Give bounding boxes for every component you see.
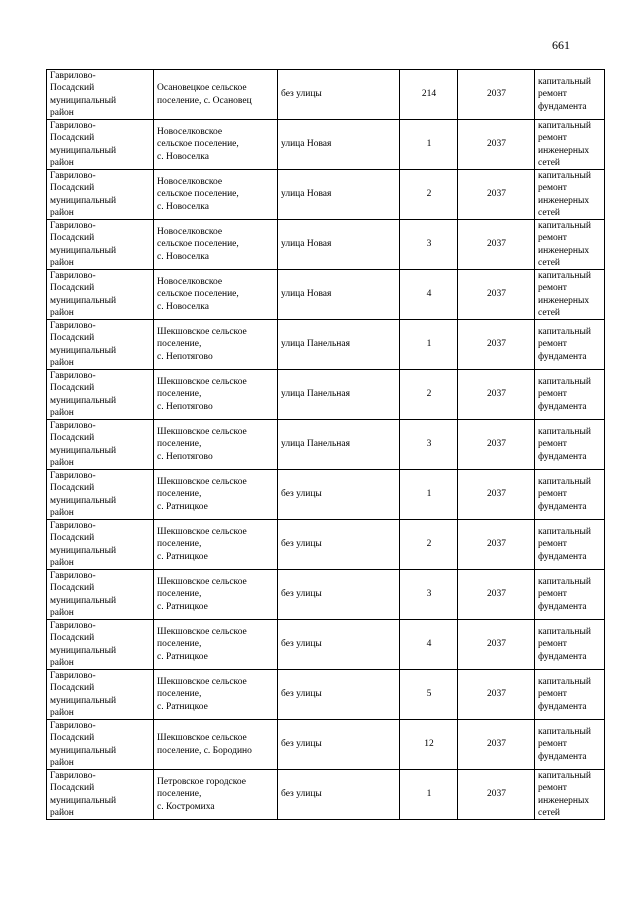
district-cell [47, 420, 154, 470]
settlement-cell-line: Осановецкое сельское [157, 83, 247, 94]
settlement-cell-line: сельское поселение, [157, 139, 239, 150]
district-cell-line: муниципальный [50, 95, 117, 106]
table-row [47, 670, 605, 720]
settlement-cell-line: с. Новоселка [157, 151, 209, 162]
work-type-cell-line: капитальный [538, 121, 591, 132]
settlement-cell-line: Шекшовское сельское [157, 477, 247, 488]
street-cell: улица Панельная [278, 370, 400, 420]
work-type-cell [535, 370, 605, 420]
house-number-cell: 2 [400, 170, 458, 220]
district-cell [47, 370, 154, 420]
work-type-cell-line: ремонт [538, 133, 567, 144]
work-type-cell-line: ремонт [538, 539, 567, 550]
settlement-cell [154, 70, 278, 120]
district-cell-line: Посадский [50, 733, 95, 744]
street-cell: улица Панельная [278, 320, 400, 370]
settlement-cell [154, 320, 278, 370]
district-cell-line: муниципальный [50, 445, 117, 456]
house-number-cell: 214 [400, 70, 458, 120]
settlement-cell-line: поселение, [157, 689, 202, 700]
work-type-cell [535, 70, 605, 120]
district-cell-line: район [50, 257, 74, 268]
work-type-cell [535, 270, 605, 320]
year-cell: 2037 [458, 670, 535, 720]
settlement-cell-line: с. Новоселка [157, 301, 209, 312]
district-cell-line: район [50, 807, 74, 818]
work-type-cell [535, 620, 605, 670]
year-cell: 2037 [458, 320, 535, 370]
work-type-cell-line: ремонт [538, 283, 567, 294]
housing-repair-table [46, 69, 605, 820]
settlement-cell-line: с. Ратницкое [157, 501, 208, 512]
year-cell: 2037 [458, 120, 535, 170]
year-cell: 2037 [458, 220, 535, 270]
work-type-cell [535, 220, 605, 270]
work-type-cell-line: капитальный [538, 727, 591, 738]
year-cell: 2037 [458, 570, 535, 620]
table-row [47, 320, 605, 370]
work-type-cell [535, 770, 605, 820]
district-cell-line: муниципальный [50, 495, 117, 506]
district-cell-line: муниципальный [50, 645, 117, 656]
work-type-cell [535, 670, 605, 720]
district-cell-line: Посадский [50, 383, 95, 394]
district-cell-line: Гаврилово- [50, 371, 96, 382]
settlement-cell-line: Новоселковское [157, 227, 223, 238]
table-row [47, 570, 605, 620]
district-cell-line: Гаврилово- [50, 171, 96, 182]
district-cell-line: Посадский [50, 533, 95, 544]
settlement-cell-line: Новоселковское [157, 277, 223, 288]
district-cell-line: муниципальный [50, 195, 117, 206]
work-type-cell-line: фундамента [538, 651, 587, 662]
district-cell-line: район [50, 107, 74, 118]
house-number-cell: 1 [400, 770, 458, 820]
settlement-cell-line: сельское поселение, [157, 289, 239, 300]
work-type-cell-line: инженерных [538, 195, 590, 206]
district-cell [47, 770, 154, 820]
work-type-cell-line: сетей [538, 207, 561, 218]
year-cell: 2037 [458, 770, 535, 820]
settlement-cell [154, 470, 278, 520]
work-type-cell-line: капитальный [538, 271, 591, 282]
settlement-cell-line: сельское поселение, [157, 189, 239, 200]
district-cell-line: Гаврилово- [50, 321, 96, 332]
table-row [47, 170, 605, 220]
district-cell-line: Гаврилово- [50, 471, 96, 482]
settlement-cell-line: Петровское городское [157, 777, 246, 788]
work-type-cell-line: фундамента [538, 501, 587, 512]
district-cell-line: район [50, 607, 74, 618]
work-type-cell-line: капитальный [538, 577, 591, 588]
work-type-cell-line: ремонт [538, 339, 567, 350]
settlement-cell-line: с. Ратницкое [157, 601, 208, 612]
settlement-cell [154, 770, 278, 820]
house-number-cell: 1 [400, 470, 458, 520]
district-cell [47, 70, 154, 120]
settlement-cell-line: с. Ратницкое [157, 651, 208, 662]
district-cell [47, 170, 154, 220]
street-cell: без улицы [278, 470, 400, 520]
district-cell-line: муниципальный [50, 545, 117, 556]
district-cell-line: Гаврилово- [50, 671, 96, 682]
table-row [47, 620, 605, 670]
work-type-cell-line: капитальный [538, 627, 591, 638]
year-cell: 2037 [458, 470, 535, 520]
district-cell-line: Посадский [50, 83, 95, 94]
settlement-cell-line: с. Костромиха [157, 801, 215, 812]
settlement-cell [154, 620, 278, 670]
settlement-cell-line: Шекшовское сельское [157, 427, 247, 438]
district-cell-line: Посадский [50, 283, 95, 294]
house-number-cell: 4 [400, 620, 458, 670]
house-number-cell: 4 [400, 270, 458, 320]
work-type-cell-line: ремонт [538, 783, 567, 794]
district-cell-line: район [50, 657, 74, 668]
district-cell-line: Посадский [50, 683, 95, 694]
house-number-cell: 12 [400, 720, 458, 770]
year-cell: 2037 [458, 170, 535, 220]
settlement-cell-line: Шекшовское сельское [157, 733, 247, 744]
street-cell: без улицы [278, 570, 400, 620]
house-number-cell: 3 [400, 570, 458, 620]
work-type-cell-line: фундамента [538, 401, 587, 412]
street-cell: без улицы [278, 520, 400, 570]
settlement-cell-line: с. Новоселка [157, 201, 209, 212]
work-type-cell-line: ремонт [538, 589, 567, 600]
district-cell-line: Посадский [50, 633, 95, 644]
work-type-cell [535, 720, 605, 770]
house-number-cell: 2 [400, 370, 458, 420]
settlement-cell [154, 420, 278, 470]
table-row [47, 370, 605, 420]
settlement-cell-line: с. Ратницкое [157, 701, 208, 712]
street-cell: без улицы [278, 620, 400, 670]
district-cell-line: район [50, 307, 74, 318]
year-cell: 2037 [458, 420, 535, 470]
settlement-cell-line: поселение, [157, 389, 202, 400]
district-cell-line: Гаврилово- [50, 271, 96, 282]
street-cell: улица Панельная [278, 420, 400, 470]
table-row [47, 470, 605, 520]
district-cell [47, 570, 154, 620]
street-cell: улица Новая [278, 220, 400, 270]
district-cell [47, 720, 154, 770]
table-row [47, 270, 605, 320]
settlement-cell [154, 670, 278, 720]
district-cell-line: Гаврилово- [50, 721, 96, 732]
year-cell: 2037 [458, 70, 535, 120]
work-type-cell-line: ремонт [538, 233, 567, 244]
work-type-cell-line: капитальный [538, 427, 591, 438]
settlement-cell-line: Шекшовское сельское [157, 577, 247, 588]
work-type-cell-line: ремонт [538, 389, 567, 400]
table-row [47, 70, 605, 120]
year-cell: 2037 [458, 370, 535, 420]
district-cell-line: муниципальный [50, 295, 117, 306]
work-type-cell-line: ремонт [538, 439, 567, 450]
work-type-cell [535, 170, 605, 220]
table-body [47, 70, 605, 820]
year-cell: 2037 [458, 270, 535, 320]
table-row [47, 720, 605, 770]
settlement-cell-line: с. Непотягово [157, 401, 213, 412]
settlement-cell-line: поселение, [157, 339, 202, 350]
house-number-cell: 5 [400, 670, 458, 720]
district-cell-line: муниципальный [50, 695, 117, 706]
settlement-cell [154, 520, 278, 570]
work-type-cell-line: сетей [538, 157, 561, 168]
settlement-cell-line: поселение, [157, 439, 202, 450]
settlement-cell-line: сельское поселение, [157, 239, 239, 250]
work-type-cell-line: ремонт [538, 739, 567, 750]
house-number-cell: 1 [400, 320, 458, 370]
page-number: 661 [552, 38, 570, 52]
work-type-cell-line: ремонт [538, 689, 567, 700]
work-type-cell-line: капитальный [538, 771, 591, 782]
district-cell-line: муниципальный [50, 245, 117, 256]
work-type-cell-line: фундамента [538, 551, 587, 562]
work-type-cell-line: инженерных [538, 245, 590, 256]
work-type-cell-line: инженерных [538, 145, 590, 156]
district-cell-line: Посадский [50, 233, 95, 244]
work-type-cell [535, 420, 605, 470]
settlement-cell-line: с. Ратницкое [157, 551, 208, 562]
street-cell: улица Новая [278, 270, 400, 320]
district-cell-line: Гаврилово- [50, 121, 96, 132]
district-cell [47, 120, 154, 170]
work-type-cell-line: капитальный [538, 677, 591, 688]
district-cell-line: Гаврилово- [50, 421, 96, 432]
work-type-cell-line: инженерных [538, 295, 590, 306]
table-row [47, 220, 605, 270]
district-cell [47, 470, 154, 520]
settlement-cell-line: с. Непотягово [157, 451, 213, 462]
district-cell-line: район [50, 707, 74, 718]
district-cell-line: муниципальный [50, 145, 117, 156]
district-cell-line: муниципальный [50, 795, 117, 806]
district-cell [47, 320, 154, 370]
work-type-cell-line: капитальный [538, 77, 591, 88]
district-cell-line: муниципальный [50, 595, 117, 606]
district-cell-line: Посадский [50, 333, 95, 344]
district-cell-line: район [50, 457, 74, 468]
work-type-cell-line: капитальный [538, 377, 591, 388]
settlement-cell [154, 720, 278, 770]
district-cell-line: Гаврилово- [50, 621, 96, 632]
work-type-cell-line: инженерных [538, 795, 590, 806]
settlement-cell-line: Новоселковское [157, 127, 223, 138]
district-cell-line: район [50, 557, 74, 568]
district-cell-line: район [50, 157, 74, 168]
district-cell-line: район [50, 357, 74, 368]
district-cell-line: Гаврилово- [50, 71, 96, 82]
settlement-cell [154, 570, 278, 620]
settlement-cell-line: поселение, [157, 639, 202, 650]
work-type-cell-line: фундамента [538, 101, 587, 112]
work-type-cell-line: фундамента [538, 351, 587, 362]
district-cell [47, 670, 154, 720]
settlement-cell-line: Шекшовское сельское [157, 527, 247, 538]
settlement-cell-line: Шекшовское сельское [157, 627, 247, 638]
work-type-cell-line: сетей [538, 257, 561, 268]
work-type-cell [535, 320, 605, 370]
district-cell-line: Гаврилово- [50, 771, 96, 782]
work-type-cell-line: ремонт [538, 89, 567, 100]
district-cell [47, 520, 154, 570]
work-type-cell [535, 570, 605, 620]
settlement-cell [154, 220, 278, 270]
street-cell: без улицы [278, 720, 400, 770]
district-cell-line: Посадский [50, 783, 95, 794]
settlement-cell-line: поселение, с. Осановец [157, 95, 252, 106]
table-row [47, 420, 605, 470]
settlement-cell-line: Новоселковское [157, 177, 223, 188]
work-type-cell [535, 120, 605, 170]
settlement-cell [154, 370, 278, 420]
year-cell: 2037 [458, 620, 535, 670]
district-cell [47, 620, 154, 670]
work-type-cell-line: капитальный [538, 171, 591, 182]
district-cell [47, 270, 154, 320]
street-cell: без улицы [278, 770, 400, 820]
settlement-cell-line: Шекшовское сельское [157, 327, 247, 338]
work-type-cell-line: фундамента [538, 451, 587, 462]
district-cell-line: район [50, 207, 74, 218]
table-row [47, 120, 605, 170]
district-cell-line: Гаврилово- [50, 521, 96, 532]
house-number-cell: 3 [400, 220, 458, 270]
settlement-cell-line: с. Новоселка [157, 251, 209, 262]
house-number-cell: 1 [400, 120, 458, 170]
work-type-cell-line: ремонт [538, 639, 567, 650]
district-cell-line: район [50, 507, 74, 518]
settlement-cell-line: поселение, [157, 589, 202, 600]
work-type-cell-line: фундамента [538, 601, 587, 612]
work-type-cell-line: сетей [538, 307, 561, 318]
settlement-cell-line: поселение, [157, 789, 202, 800]
year-cell: 2037 [458, 720, 535, 770]
district-cell-line: муниципальный [50, 345, 117, 356]
street-cell: без улицы [278, 670, 400, 720]
street-cell: улица Новая [278, 120, 400, 170]
house-number-cell: 3 [400, 420, 458, 470]
work-type-cell-line: фундамента [538, 751, 587, 762]
work-type-cell-line: капитальный [538, 221, 591, 232]
work-type-cell-line: ремонт [538, 183, 567, 194]
work-type-cell [535, 520, 605, 570]
district-cell-line: Посадский [50, 433, 95, 444]
settlement-cell-line: поселение, [157, 489, 202, 500]
district-cell-line: муниципальный [50, 395, 117, 406]
district-cell-line: район [50, 757, 74, 768]
district-cell-line: Посадский [50, 583, 95, 594]
district-cell-line: Посадский [50, 183, 95, 194]
work-type-cell [535, 470, 605, 520]
district-cell-line: муниципальный [50, 745, 117, 756]
settlement-cell-line: поселение, с. Бородино [157, 745, 252, 756]
street-cell: без улицы [278, 70, 400, 120]
settlement-cell-line: с. Непотягово [157, 351, 213, 362]
table-row [47, 520, 605, 570]
settlement-cell [154, 170, 278, 220]
district-cell-line: Посадский [50, 133, 95, 144]
street-cell: улица Новая [278, 170, 400, 220]
house-number-cell: 2 [400, 520, 458, 570]
table-row [47, 770, 605, 820]
work-type-cell-line: сетей [538, 807, 561, 818]
work-type-cell-line: капитальный [538, 527, 591, 538]
district-cell [47, 220, 154, 270]
settlement-cell-line: Шекшовское сельское [157, 377, 247, 388]
settlement-cell [154, 120, 278, 170]
settlement-cell [154, 270, 278, 320]
year-cell: 2037 [458, 520, 535, 570]
work-type-cell-line: ремонт [538, 489, 567, 500]
work-type-cell-line: капитальный [538, 327, 591, 338]
district-cell-line: Посадский [50, 483, 95, 494]
work-type-cell-line: фундамента [538, 701, 587, 712]
work-type-cell-line: капитальный [538, 477, 591, 488]
district-cell-line: Гаврилово- [50, 571, 96, 582]
district-cell-line: Гаврилово- [50, 221, 96, 232]
settlement-cell-line: поселение, [157, 539, 202, 550]
settlement-cell-line: Шекшовское сельское [157, 677, 247, 688]
district-cell-line: район [50, 407, 74, 418]
